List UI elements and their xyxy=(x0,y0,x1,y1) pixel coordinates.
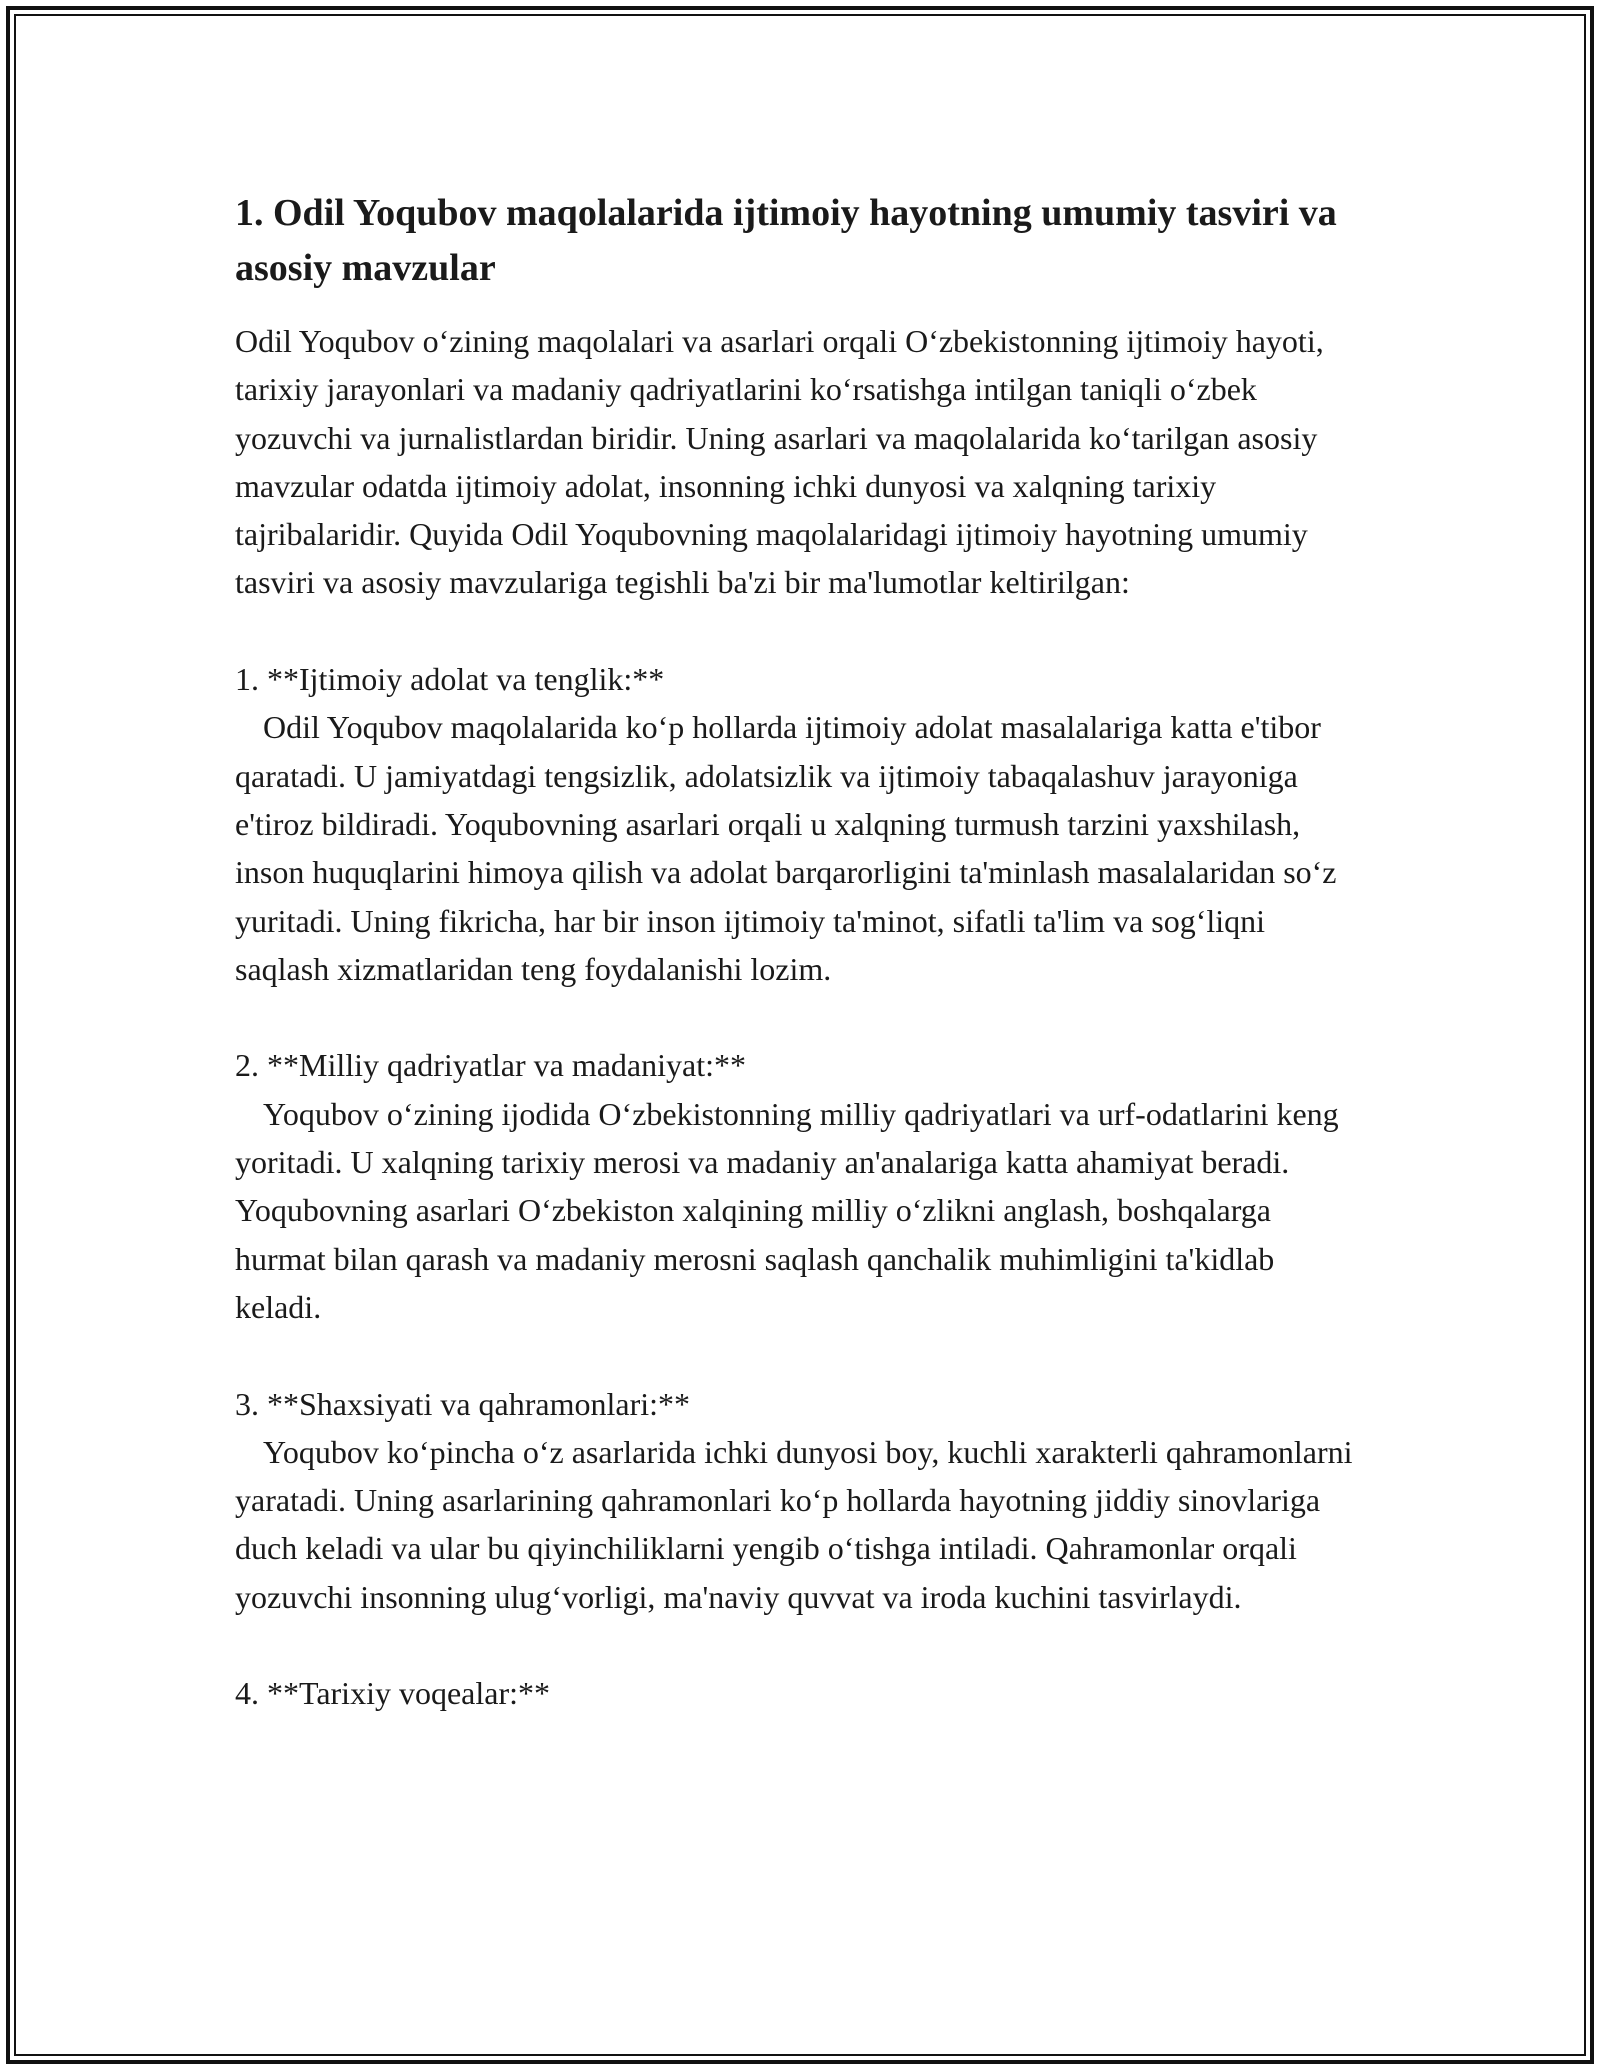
section-body: Yoqubov o‘zining ijodida O‘zbekistonning milliy qadriyatlari va urf-odatlarini keng yoritadi. U xalqning tarixiy merosi va madaniy an'analariga katta ahamiyat beradi. Yoqubovning asarlari O‘zbekiston xalqining milliy o‘zlikni anglash, boshqalarga hurmat bilan qarash va madaniy merosni saqlash qanchalik muhimligini ta'kidlab keladi. xyxy=(235,1095,1339,1325)
section-title: 2. **Milliy qadriyatlar va madaniyat:** xyxy=(235,1047,746,1084)
document-body xyxy=(235,186,1365,1718)
section-title: 3. **Shaxsiyati va qahramonlari:** xyxy=(235,1385,691,1422)
intro-paragraph: Odil Yoqubov o‘zining maqolalari va asarlari orqali O‘zbekistonning ijtimoiy hayoti, tarixiy jarayonlari va madaniy qadriyatlarini ko‘rsatishga intilgan taniqli o‘zbek yozuvchi va jurnalistlardan biridir. Uning asarlari va maqolalarida ko‘tarilgan asosiy mavzular odatda ijtimoiy adolat, insonning ichki dunyosi va xalqning tarixiy tajribalaridir. Quyida Odil Yoqubovning maqolalaridagi ijtimoiy hayotning umumiy tasviri va asosiy mavzulariga tegishli ba'zi bir ma'lumotlar keltirilgan: xyxy=(235,323,1324,601)
section-body-wrapper xyxy=(235,1428,1365,1621)
section-body-wrapper xyxy=(235,703,1365,993)
section-body: Yoqubov ko‘pincha o‘z asarlarida ichki dunyosi boy, kuchli xarakterli qahramonlarni yaratadi. Uning asarlarining qahramonlari ko‘p hollarda hayotning jiddiy sinovlariga duch keladi va ular bu qiyinchiliklarni yengib o‘tishga intiladi. Qahramonlar orqali yozuvchi insonning ulug‘vorligi, ma'naviy quvvat va iroda kuchini tasvirlaydi. xyxy=(235,1433,1353,1615)
document-heading: 1. Odil Yoqubov maqolalarida ijtimoiy hayotning umumiy tasviri va asosiy mavzular xyxy=(235,192,1337,289)
section-body: Odil Yoqubov maqolalarida ko‘p hollarda ijtimoiy adolat masalalariga katta e'tibor qaratadi. U jamiyatdagi tengsizlik, adolatsizlik va ijtimoiy tabaqalashuv jarayoniga e'tiroz bildiradi. Yoqubovning asarlari orqali u xalqning turmush tarzini yaxshilash, inson huquqlarini himoya qilish va adolat barqarorligini ta'minlash masalalaridan so‘z yuritadi. Uning fikricha, har bir inson ijtimoiy ta'minot, sifatli ta'lim va sog‘liqni saqlash xizmatlaridan teng foydalanishi lozim. xyxy=(235,709,1337,987)
section-title: 1. **Ijtimoiy adolat va tenglik:** xyxy=(235,661,665,698)
section-title: 4. **Tarixiy voqealar:** xyxy=(235,1675,550,1712)
section-body-wrapper xyxy=(235,1090,1365,1331)
section-social-justice xyxy=(235,655,1365,993)
section-characters xyxy=(235,1380,1365,1621)
section-national-values xyxy=(235,1041,1365,1331)
section-historical-events xyxy=(235,1669,1365,1717)
